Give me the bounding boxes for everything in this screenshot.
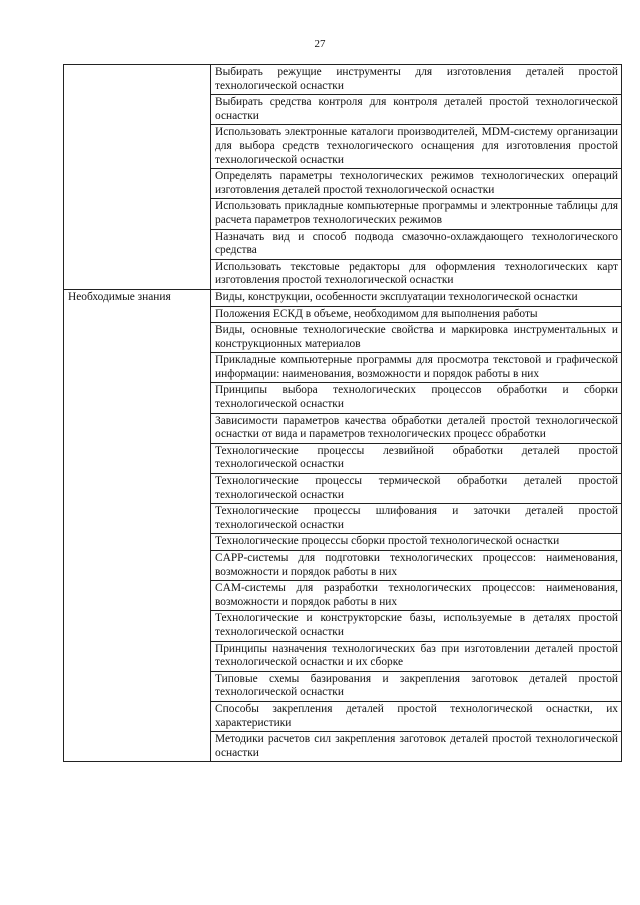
- knowledge-cell: [211, 581, 622, 611]
- knowledge-text: Методики расчетов сил закрепления заготовок деталей простой технологической оснастки: [215, 733, 618, 759]
- knowledge-text: Принципы выбора технологических процессов обработки и сборки технологической оснастки: [215, 384, 618, 411]
- knowledge-text: Технологические процессы сборки простой технологической оснастки: [215, 535, 560, 548]
- knowledge-text: Технологические и конструкторские базы, используемые в деталях простой технологической оснастки: [215, 612, 618, 638]
- skill-text: Определять параметры технологических режимов технологических операций изготовления деталей простой технологической оснастки: [215, 170, 618, 196]
- knowledge-cell: [211, 413, 622, 443]
- knowledge-cell: [211, 671, 622, 701]
- skill-text: Использовать прикладные компьютерные программы и электронные таблицы для расчета параметров технологических режимов: [215, 200, 618, 226]
- knowledge-cell: [211, 353, 622, 383]
- knowledge-text: Типовые схемы базирования и закрепления заготовок деталей простой технологической оснастки: [215, 672, 618, 699]
- knowledge-cell: [211, 443, 622, 473]
- page-number: 27: [314, 38, 326, 50]
- knowledge-text: Зависимости параметров качества обработки деталей простой технологической оснастки от вида и параметров технологических процесс обработки: [215, 414, 618, 441]
- knowledge-text: Технологические процессы шлифования и заточки деталей простой технологической оснастки: [215, 505, 618, 531]
- knowledge-text: Положения ЕСКД в объеме, необходимом для выполнения работы: [215, 307, 538, 320]
- knowledge-text: Виды, основные технологические свойства и маркировка инструментальных и конструкционных материалов: [215, 324, 618, 350]
- knowledge-text: CAPP-системы для подготовки технологических процессов: наименования, возможности и порядок работы в них: [215, 552, 618, 578]
- skill-cell: [211, 259, 622, 289]
- competency-table: [63, 64, 622, 762]
- table-row: [64, 289, 622, 306]
- knowledge-cell: [211, 289, 622, 306]
- knowledge-cell: [211, 306, 622, 323]
- skill-cell: [211, 95, 622, 125]
- knowledge-cell: [211, 534, 622, 551]
- skill-cell: [211, 125, 622, 169]
- table-row: [64, 65, 622, 95]
- skill-cell: [211, 199, 622, 229]
- knowledge-text: Способы закрепления деталей простой технологической оснастки, их характеристики: [215, 702, 618, 729]
- knowledge-text: Принципы назначения технологических баз при изготовлении деталей простой технологической оснастки и их сборке: [215, 642, 618, 669]
- knowledge-label: Необходимые знания: [68, 290, 171, 303]
- knowledge-text: Виды, конструкции, особенности эксплуатации технологической оснастки: [215, 290, 578, 303]
- knowledge-cell: [211, 383, 622, 413]
- skill-cell: [211, 65, 622, 95]
- skill-cell: [211, 169, 622, 199]
- knowledge-cell: [211, 701, 622, 731]
- skill-text: Выбирать средства контроля для контроля деталей простой технологической оснастки: [215, 96, 618, 122]
- knowledge-cell: [211, 641, 622, 671]
- knowledge-text: CAM-системы для разработки технологических процессов: наименования, возможности и порядок работы в них: [215, 582, 618, 608]
- skill-text: Использовать текстовые редакторы для оформления технологических карт изготовления простой технологической оснастки: [215, 260, 618, 287]
- knowledge-cell: [211, 504, 622, 534]
- knowledge-cell: [211, 732, 622, 762]
- knowledge-cell: [211, 611, 622, 641]
- knowledge-cell: [211, 551, 622, 581]
- skill-text: Использовать электронные каталоги производителей, MDM-систему организации для выбора средств технологического оснащения для изготовления простой технологической оснастки: [215, 126, 618, 166]
- skill-text: Назначать вид и способ подвода смазочно-охлаждающего технологического средства: [215, 230, 618, 257]
- knowledge-label-cell: [64, 289, 211, 761]
- knowledge-text: Прикладные компьютерные программы для просмотра текстовой и графической информации: наименования, возможности и порядок работы в них: [215, 354, 618, 380]
- skill-cell: [211, 229, 622, 259]
- knowledge-text: Технологические процессы лезвийной обработки деталей простой технологической оснастки: [215, 444, 618, 471]
- skills-label-cell: [64, 65, 211, 290]
- knowledge-cell: [211, 474, 622, 504]
- knowledge-text: Технологические процессы термической обработки деталей простой технологической оснастки: [215, 475, 618, 501]
- skill-text: Выбирать режущие инструменты для изготовления деталей простой технологической оснастки: [215, 66, 618, 92]
- knowledge-cell: [211, 323, 622, 353]
